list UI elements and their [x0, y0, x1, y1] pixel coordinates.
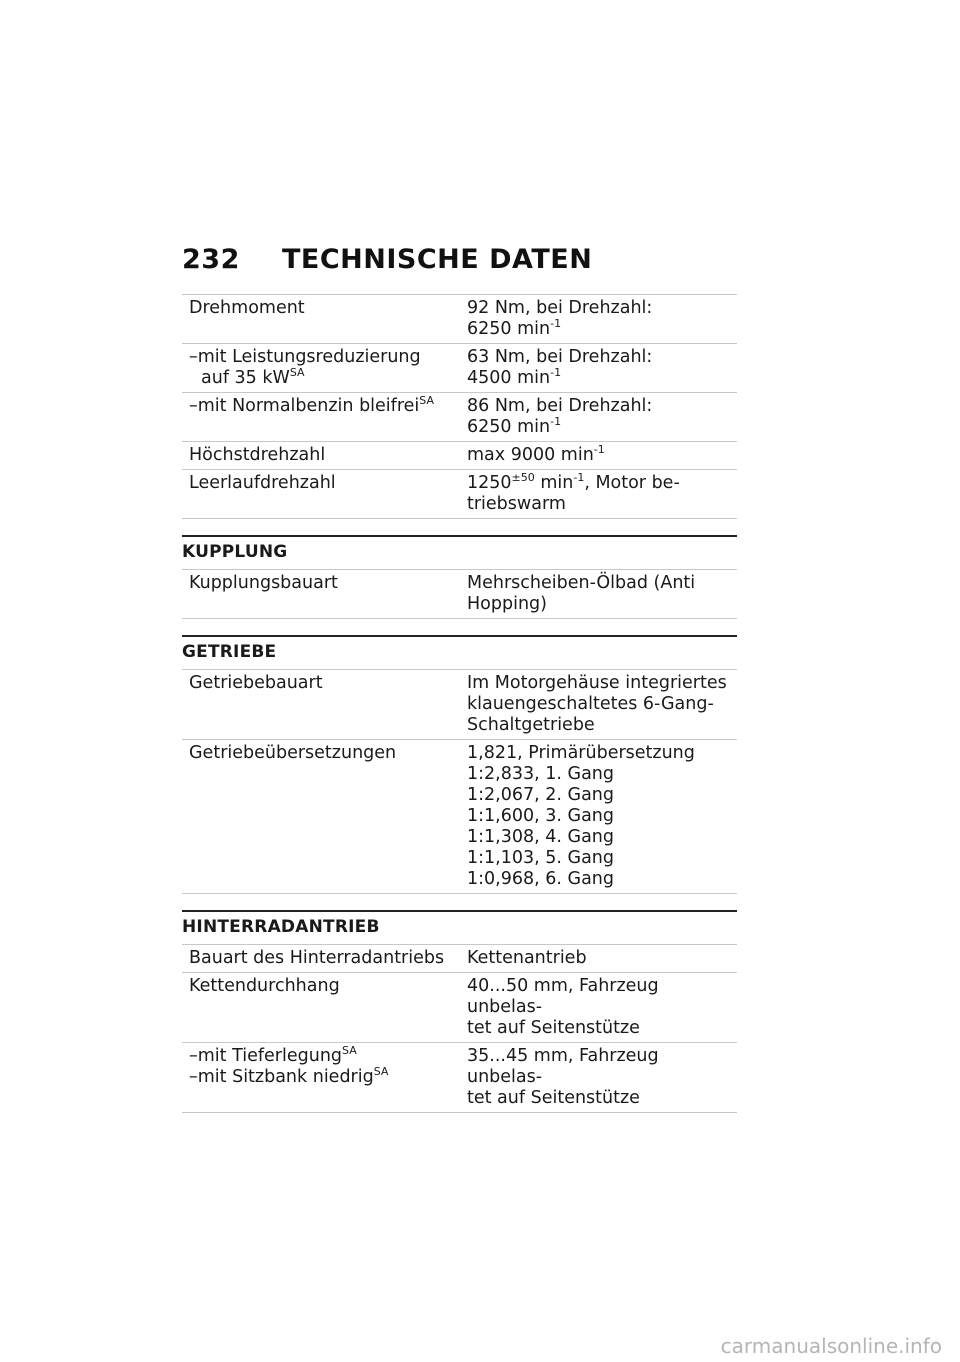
row-label: –mit Leistungsreduzierung auf 35 $kW^{SA}$ [182, 344, 460, 393]
row-value: 63 Nm, bei Drehzahl: 4500 $\min^{-1}$ [460, 344, 737, 393]
row-label: –mit Normalbenzin bleifrei$^{SA}$ [182, 393, 460, 442]
row-value: Kettenantrieb [460, 945, 737, 973]
motor-table [182, 294, 737, 519]
page-number: 232 [182, 244, 240, 275]
row-value: max 9000 $\min^{-1}$ [460, 442, 737, 470]
getriebe-table [182, 669, 737, 894]
row-label: Getriebebauart [182, 670, 460, 740]
row-value: 40...50 mm, Fahrzeug unbelas- tet auf Seitenstütze [460, 973, 737, 1043]
page-header [182, 244, 592, 275]
table-row [182, 570, 737, 619]
hinterrad-table [182, 944, 737, 1113]
row-label: Leerlaufdrehzahl [182, 470, 460, 519]
row-value: Im Motorgehäuse integriertes klauengeschaltetes 6-Gang- Schaltgetriebe [460, 670, 737, 740]
section-title-hinterradantrieb: HINTERRADANTRIEB [182, 910, 737, 944]
row-value: $1250^{\pm 50}$ $\min^{-1}$, Motor be- triebswarm [460, 470, 737, 519]
row-value: 86 Nm, bei Drehzahl: 6250 $\min^{-1}$ [460, 393, 737, 442]
row-label: Bauart des Hinterradantriebs [182, 945, 460, 973]
row-label: Getriebeübersetzungen [182, 740, 460, 894]
row-value: 1,821, Primärübersetzung 1:2,833, 1. Gang 1:2,067, 2. Gang 1:1,600, 3. Gang 1:1,308, 4. Gang 1:1,103, 5. Gang 1:0,968, 6. Gang [460, 740, 737, 894]
table-row [182, 393, 737, 442]
section-title-kupplung: KUPPLUNG [182, 535, 737, 569]
watermark: carmanualsonline.info [720, 1334, 942, 1358]
table-row [182, 973, 737, 1043]
table-row [182, 945, 737, 973]
section-title-getriebe: GETRIEBE [182, 635, 737, 669]
table-row [182, 470, 737, 519]
row-label: Kettendurchhang [182, 973, 460, 1043]
row-label: Höchstdrehzahl [182, 442, 460, 470]
row-value: 92 Nm, bei Drehzahl: 6250 $\min^{-1}$ [460, 295, 737, 344]
page-title: TECHNISCHE DATEN [282, 244, 593, 275]
table-row [182, 295, 737, 344]
table-row [182, 1043, 737, 1113]
table-row [182, 740, 737, 894]
table-row [182, 442, 737, 470]
row-label: Kupplungsbauart [182, 570, 460, 619]
kupplung-table [182, 569, 737, 619]
spec-content [182, 294, 737, 1113]
row-label: Drehmoment [182, 295, 460, 344]
row-value: 35...45 mm, Fahrzeug unbelas- tet auf Seitenstütze [460, 1043, 737, 1113]
table-row [182, 344, 737, 393]
row-value: Mehrscheiben-Ölbad (Anti Hopping) [460, 570, 737, 619]
row-label: –mit Tieferlegung$^{SA}$ –mit Sitzbank niedrig$^{SA}$ [182, 1043, 460, 1113]
table-row [182, 670, 737, 740]
